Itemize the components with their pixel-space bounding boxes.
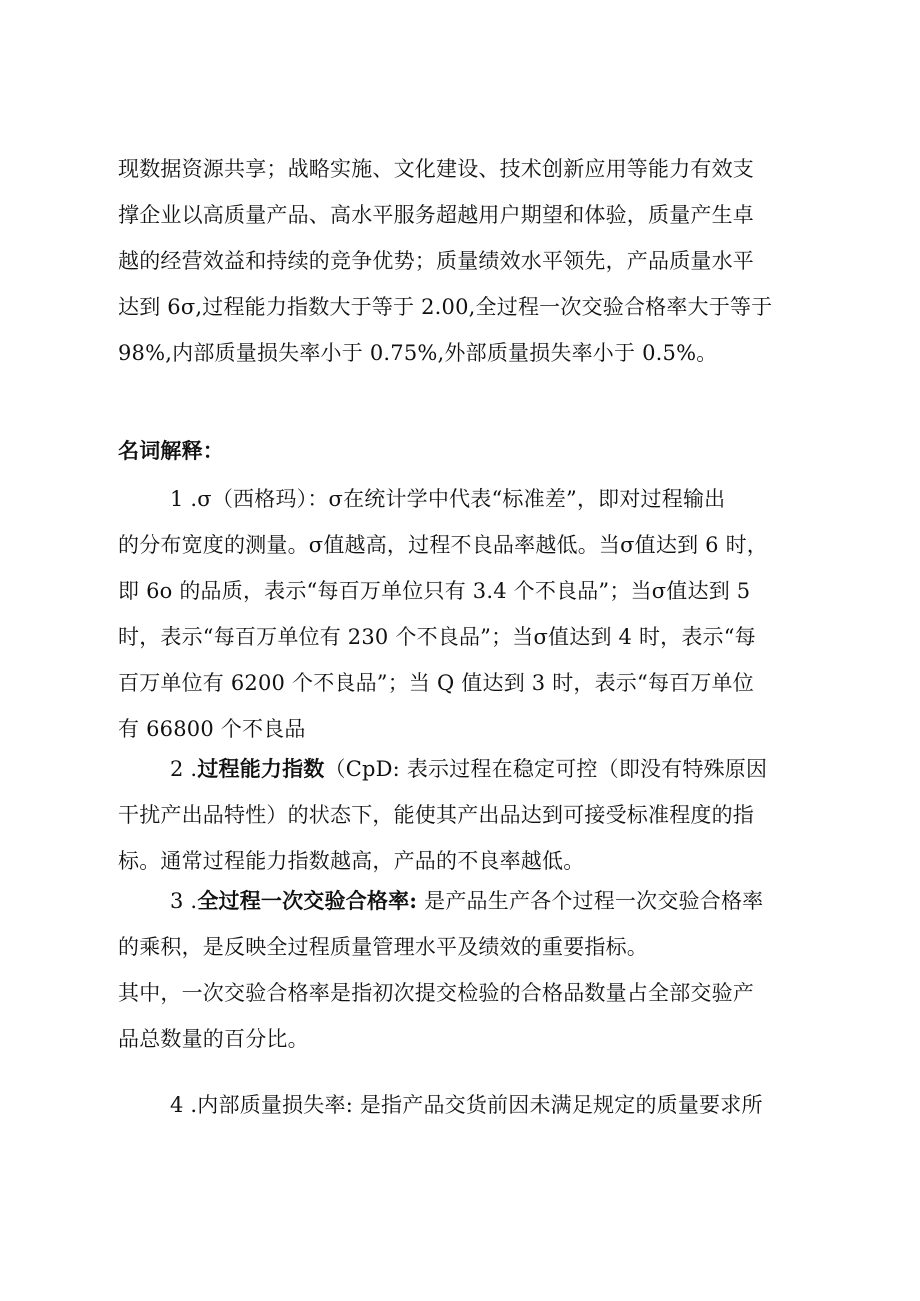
term1-line-3: 即 6o 的品质，表示“每百万单位只有 3.4 个不良品”；当σ值达到 5	[118, 579, 751, 603]
term2-line-3: 标。通常过程能力指数越高，产品的不良率越低。	[118, 849, 585, 873]
term2-rest: （CpD: 表示过程在稳定可控（即没有特殊原因	[324, 757, 768, 781]
term2-line-1	[118, 746, 818, 792]
intro-line-4: 达到 6σ,过程能力指数大于等于 2.00,全过程一次交验合格率大于等于	[118, 295, 773, 319]
term2-bold-term: 过程能力指数	[197, 756, 325, 781]
term2-line-2: 干扰产出品特性）的状态下，能使其产出品达到可接受标准程度的指	[118, 803, 754, 827]
term1-line-4: 时，表示“每百万单位有 230 个不良品”；当σ值达到 4 时，表示“每	[118, 625, 756, 649]
term3-rest: 是产品生产各个过程一次交验合格率	[417, 889, 764, 913]
term-internal-loss-paragraph	[118, 1082, 818, 1128]
term4-line-1: 4 .内部质量损失率: 是指产品交货前因未满足规定的质量要求所	[170, 1093, 763, 1117]
intro-line-1: 现数据资源共享；战略实施、文化建设、技术创新应用等能力有效支	[118, 157, 754, 181]
term3-line-2: 的乘积，是反映全过程质量管理水平及绩效的重要指标。	[118, 935, 648, 959]
term3-line-1	[118, 878, 818, 924]
section-heading-block	[118, 428, 818, 474]
term1-line-2: 的分布宽度的测量。σ值越高，过程不良品率越低。当σ值达到 6 时，	[118, 533, 768, 557]
term-sigma-paragraph	[118, 476, 818, 752]
term2-prefix: 2 .	[170, 757, 198, 781]
section-heading: 名词解释：	[118, 438, 224, 463]
intro-line-2: 撑企业以高质量产品、高水平服务超越用户期望和体验，质量产生卓	[118, 203, 754, 227]
term-first-pass-yield-paragraph	[118, 878, 818, 1062]
intro-line-5: 98%,内部质量损失率小于 0.75%,外部质量损失率小于 0.5%。	[118, 341, 718, 365]
term3-line-3: 其中，一次交验合格率是指初次提交检验的合格品数量占全部交验产	[118, 981, 754, 1005]
term3-bold-term: 全过程一次交验合格率:	[197, 888, 418, 913]
intro-paragraph	[118, 146, 818, 376]
term3-line-4: 品总数量的百分比。	[118, 1027, 309, 1051]
term-process-capability-paragraph	[118, 746, 818, 884]
term1-line-1: 1 .σ（西格玛）：σ在统计学中代表“标准差”，即对过程输出	[170, 487, 726, 511]
term1-line-6: 有 66800 个不良品	[118, 717, 306, 741]
term3-prefix: 3 .	[170, 889, 198, 913]
term1-line-5: 百万单位有 6200 个不良品”；当 Q 值达到 3 时，表示“每百万单位	[118, 671, 754, 695]
intro-line-3: 越的经营效益和持续的竞争优势；质量绩效水平领先，产品质量水平	[118, 249, 754, 273]
